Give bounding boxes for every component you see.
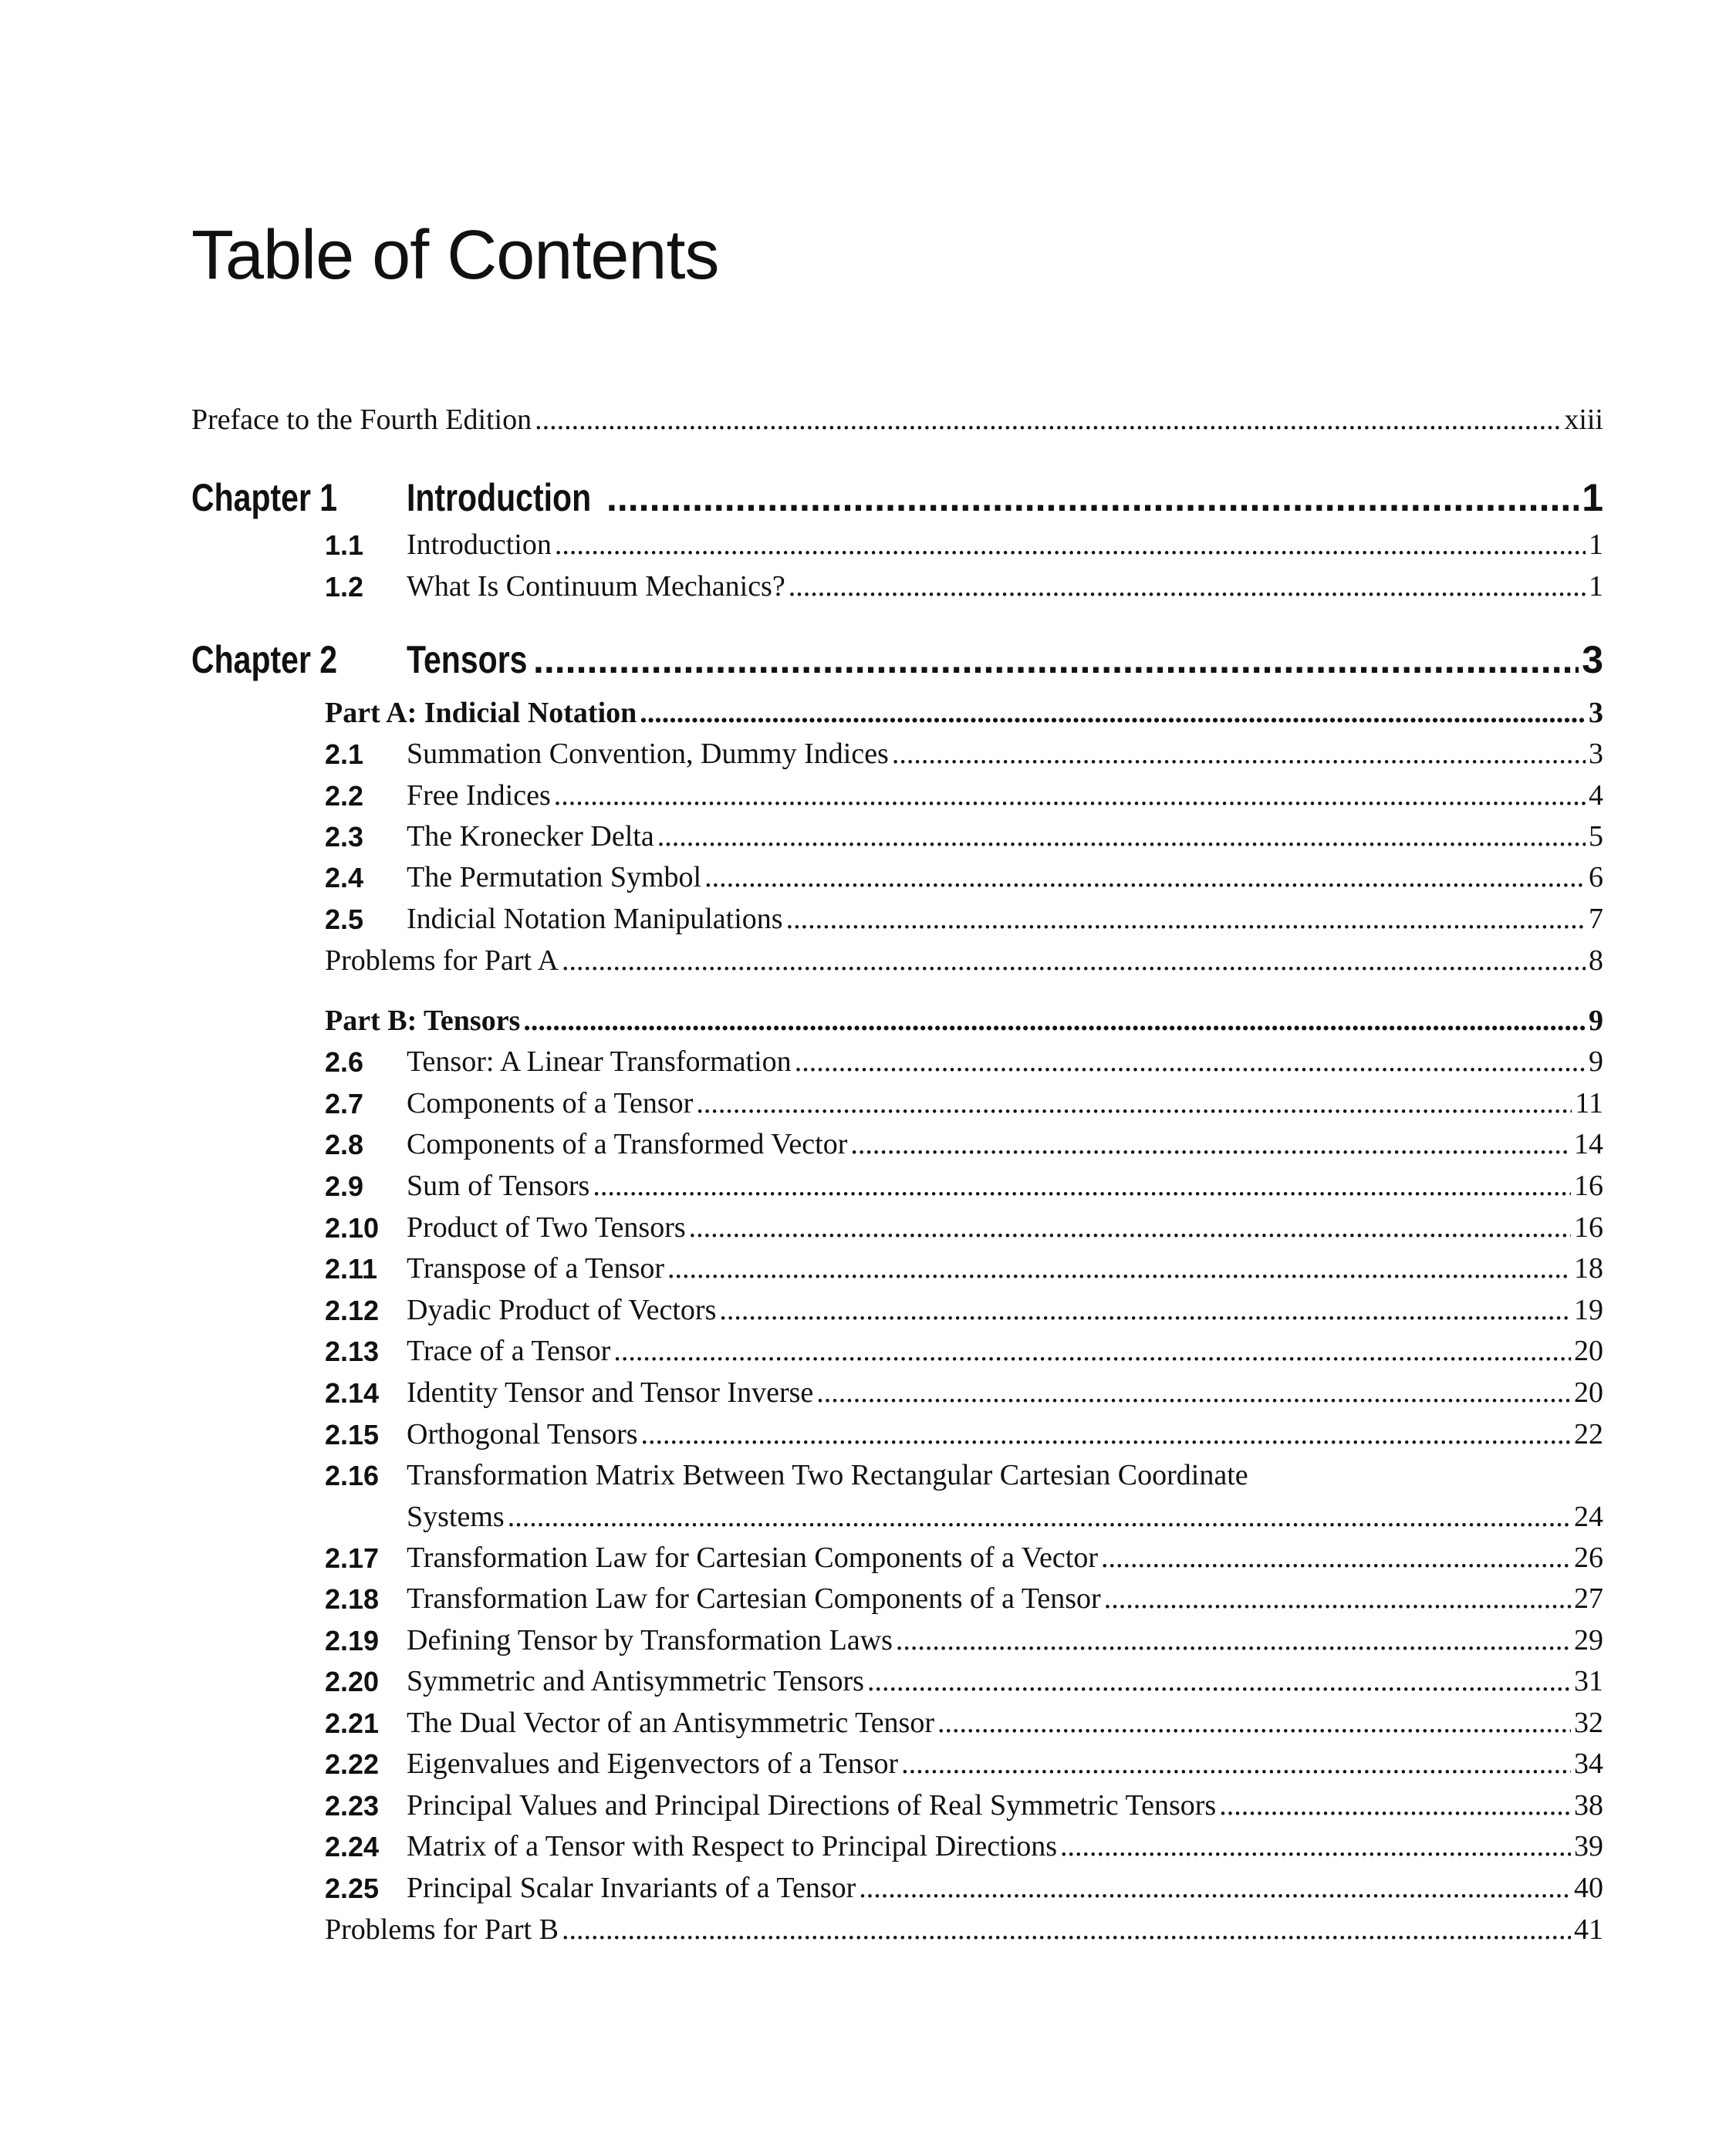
section-number: 2.21 <box>325 1707 380 1739</box>
section-number: 2.3 <box>325 821 364 853</box>
entry-label: Transpose of a Tensor <box>407 1252 665 1285</box>
entry-page: 3 <box>1589 738 1603 770</box>
toc-entry-section[interactable] <box>407 737 1603 771</box>
chapter-1-label: Introduction <box>407 476 592 519</box>
entry-label: Indicial Notation Manipulations <box>407 903 783 935</box>
entry-label: Preface to the Fourth Edition <box>191 404 532 436</box>
dot-leader <box>562 944 1586 978</box>
toc-entry-section[interactable] <box>407 1417 1603 1451</box>
entry-label: Principal Scalar Invariants of a Tensor <box>407 1872 856 1904</box>
toc-entry-section[interactable] <box>407 902 1603 936</box>
dot-leader <box>689 1211 1571 1244</box>
dot-leader <box>850 1127 1571 1161</box>
chapter-2-label: Tensors <box>407 638 528 681</box>
entry-page: 38 <box>1574 1789 1603 1822</box>
entry-page: 22 <box>1574 1418 1603 1450</box>
dot-leader <box>555 528 1586 562</box>
entry-label: Components of a Transformed Vector <box>407 1128 848 1160</box>
section-number: 2.1 <box>325 738 364 770</box>
toc-entry-section[interactable] <box>407 1045 1603 1079</box>
toc-entry-part-b[interactable] <box>325 1004 1603 1038</box>
entry-label: Trace of a Tensor <box>407 1335 611 1367</box>
entry-label: Part A: Indicial Notation <box>325 697 637 729</box>
toc-entry-section-line1[interactable] <box>407 1458 1603 1492</box>
toc-entry-section[interactable] <box>407 1623 1603 1657</box>
entry-page: 40 <box>1574 1872 1603 1904</box>
entry-page: 3 <box>1589 697 1603 729</box>
entry-page: 14 <box>1574 1128 1603 1160</box>
dot-leader <box>859 1871 1571 1905</box>
section-number: 1.1 <box>325 529 364 561</box>
section-number: 1.2 <box>325 571 364 603</box>
toc-entry-section[interactable] <box>407 1706 1603 1740</box>
toc-entry-chapter-2[interactable] <box>407 637 1603 682</box>
section-number: 2.11 <box>325 1253 378 1285</box>
toc-entry-section[interactable] <box>407 819 1603 853</box>
entry-page: 26 <box>1574 1542 1603 1574</box>
section-number: 2.24 <box>325 1831 380 1862</box>
entry-label: What Is Continuum Mechanics? <box>407 570 785 603</box>
toc-entry-section[interactable] <box>407 1829 1603 1863</box>
dot-leader <box>1060 1829 1571 1863</box>
toc-entry-section[interactable] <box>407 1788 1603 1822</box>
entry-label: Problems for Part A <box>325 944 559 977</box>
entry-label: Transformation Matrix Between Two Rectangular Cartesian Coordinate <box>407 1459 1248 1491</box>
entry-page: 11 <box>1575 1087 1603 1119</box>
dot-leader <box>937 1706 1571 1740</box>
dot-leader <box>554 778 1586 812</box>
dot-leader <box>640 696 1586 730</box>
entry-page: 20 <box>1574 1376 1603 1409</box>
toc-entry-section[interactable] <box>407 1251 1603 1285</box>
entry-label: Orthogonal Tensors <box>407 1418 638 1450</box>
dot-leader <box>533 637 1579 682</box>
entry-label: Matrix of a Tensor with Respect to Principal Directions <box>407 1830 1058 1862</box>
entry-page: 24 <box>1574 1501 1603 1533</box>
entry-label: Summation Convention, Dummy Indices <box>407 738 889 770</box>
section-number: 2.12 <box>325 1295 380 1326</box>
entry-label: Transformation Law for Cartesian Components of a Vector <box>407 1542 1098 1574</box>
entry-label: Problems for Part B <box>325 1913 559 1946</box>
dot-leader <box>562 1913 1571 1947</box>
dot-leader <box>789 569 1586 603</box>
dot-leader <box>719 1293 1571 1327</box>
toc-entry-part-a[interactable] <box>325 696 1603 730</box>
dot-leader <box>901 1747 1571 1781</box>
section-number: 2.13 <box>325 1336 380 1367</box>
entry-label: Defining Tensor by Transformation Laws <box>407 1624 893 1656</box>
entry-label: Part B: Tensors <box>325 1005 521 1037</box>
toc-entry-section[interactable] <box>407 1747 1603 1781</box>
entry-page: 41 <box>1574 1913 1603 1946</box>
section-number: 2.16 <box>325 1460 380 1491</box>
section-number: 2.18 <box>325 1583 380 1615</box>
entry-page: 5 <box>1589 820 1603 853</box>
section-number: 2.17 <box>325 1542 380 1574</box>
dot-leader <box>535 403 1561 437</box>
section-number: 2.5 <box>325 903 364 935</box>
entry-label: Symmetric and Antisymmetric Tensors <box>407 1665 864 1697</box>
toc-entry-section[interactable] <box>407 569 1603 603</box>
toc-entry-problems-a[interactable] <box>325 944 1603 978</box>
entry-label: Eigenvalues and Eigenvectors of a Tensor <box>407 1748 899 1780</box>
entry-label: Principal Values and Principal Directions of Real Symmetric Tensors <box>407 1789 1217 1822</box>
entry-page: 32 <box>1574 1707 1603 1739</box>
section-number: 2.10 <box>325 1212 380 1244</box>
section-number: 2.20 <box>325 1666 380 1697</box>
section-number: 2.9 <box>325 1170 364 1202</box>
toc-entry-section[interactable] <box>407 1871 1603 1905</box>
entry-page: 1 <box>1589 570 1603 603</box>
dot-leader <box>657 819 1586 853</box>
toc-entry-section[interactable] <box>407 1334 1603 1368</box>
dot-leader <box>1101 1541 1571 1575</box>
section-number: 2.19 <box>325 1625 380 1656</box>
toc-entry-section[interactable] <box>407 1541 1603 1575</box>
dot-leader <box>667 1251 1571 1285</box>
toc-entry-section[interactable] <box>407 1086 1603 1120</box>
page-title: Table of Contents <box>191 217 719 294</box>
chapter-1-number: Chapter 1 <box>191 476 338 519</box>
entry-label: Introduction <box>407 528 552 561</box>
toc-entry-preface[interactable] <box>191 403 1603 437</box>
dot-leader <box>613 1334 1571 1368</box>
dot-leader <box>786 902 1586 936</box>
section-number: 2.8 <box>325 1129 364 1160</box>
entry-label: The Permutation Symbol <box>407 861 702 893</box>
toc-entry-problems-b[interactable] <box>325 1913 1603 1947</box>
entry-label: Free Indices <box>407 779 551 812</box>
section-number: 2.6 <box>325 1046 364 1078</box>
toc-entry-section[interactable] <box>407 1293 1603 1327</box>
toc-entry-chapter-1[interactable] <box>407 475 1603 520</box>
section-number: 2.2 <box>325 780 364 812</box>
toc-entry-section[interactable] <box>407 860 1603 894</box>
toc-entry-section[interactable] <box>407 1127 1603 1161</box>
section-number: 2.22 <box>325 1748 380 1780</box>
toc-entry-section-line2[interactable] <box>407 1500 1603 1534</box>
entry-label: Transformation Law for Cartesian Components of a Tensor <box>407 1582 1101 1615</box>
dot-leader <box>508 1500 1571 1534</box>
section-number: 2.14 <box>325 1377 380 1409</box>
section-number: 2.25 <box>325 1873 380 1904</box>
entry-label: Components of a Tensor <box>407 1087 694 1119</box>
entry-label: Sum of Tensors <box>407 1170 590 1202</box>
toc-entry-section[interactable] <box>407 528 1603 562</box>
section-number: 2.23 <box>325 1790 380 1822</box>
entry-page: 31 <box>1574 1665 1603 1697</box>
entry-label: Identity Tensor and Tensor Inverse <box>407 1376 814 1409</box>
dot-leader <box>523 1004 1586 1038</box>
toc-entry-section[interactable] <box>407 1211 1603 1244</box>
entry-label: Dyadic Product of Vectors <box>407 1294 717 1326</box>
dot-leader <box>641 1417 1571 1451</box>
toc-entry-section[interactable] <box>407 778 1603 812</box>
entry-page: 6 <box>1589 861 1603 893</box>
dot-leader <box>816 1376 1571 1410</box>
chapter-1-page: 1 <box>1582 476 1603 519</box>
entry-page: 7 <box>1589 903 1603 935</box>
entry-label: The Dual Vector of an Antisymmetric Tensor <box>407 1707 934 1739</box>
dot-leader <box>1219 1788 1571 1822</box>
dot-leader <box>867 1664 1571 1698</box>
section-number: 2.15 <box>325 1419 380 1450</box>
section-number: 2.4 <box>325 862 364 893</box>
entry-page: 16 <box>1574 1170 1603 1202</box>
toc-entry-section[interactable] <box>407 1169 1603 1203</box>
entry-label: Tensor: A Linear Transformation <box>407 1045 792 1078</box>
chapter-2-number: Chapter 2 <box>191 638 338 681</box>
chapter-2-page: 3 <box>1582 638 1603 681</box>
entry-page: 19 <box>1574 1294 1603 1326</box>
dot-leader <box>1104 1582 1571 1616</box>
entry-page: xiii <box>1564 404 1603 436</box>
entry-page: 1 <box>1589 528 1603 561</box>
dot-leader <box>896 1623 1571 1657</box>
entry-page: 20 <box>1574 1335 1603 1367</box>
entry-page: 29 <box>1574 1624 1603 1656</box>
dot-leader <box>704 860 1586 894</box>
dot-leader <box>606 475 1579 520</box>
toc-entry-section[interactable] <box>407 1582 1603 1616</box>
dot-leader <box>696 1086 1572 1120</box>
entry-label: The Kronecker Delta <box>407 820 654 853</box>
toc-entry-section[interactable] <box>407 1376 1603 1410</box>
dot-leader <box>593 1169 1571 1203</box>
entry-page: 9 <box>1589 1045 1603 1078</box>
entry-page: 4 <box>1589 779 1603 812</box>
entry-page: 9 <box>1589 1005 1603 1037</box>
entry-page: 27 <box>1574 1582 1603 1615</box>
entry-label: Product of Two Tensors <box>407 1211 686 1244</box>
section-number: 2.7 <box>325 1088 364 1119</box>
dot-leader <box>795 1045 1586 1079</box>
entry-page: 8 <box>1589 944 1603 977</box>
entry-page: 34 <box>1574 1748 1603 1780</box>
entry-page: 16 <box>1574 1211 1603 1244</box>
entry-page: 39 <box>1574 1830 1603 1862</box>
dot-leader <box>892 737 1586 771</box>
entry-label-continued: Systems <box>407 1501 505 1533</box>
toc-entry-section[interactable] <box>407 1664 1603 1698</box>
entry-page: 18 <box>1574 1252 1603 1285</box>
